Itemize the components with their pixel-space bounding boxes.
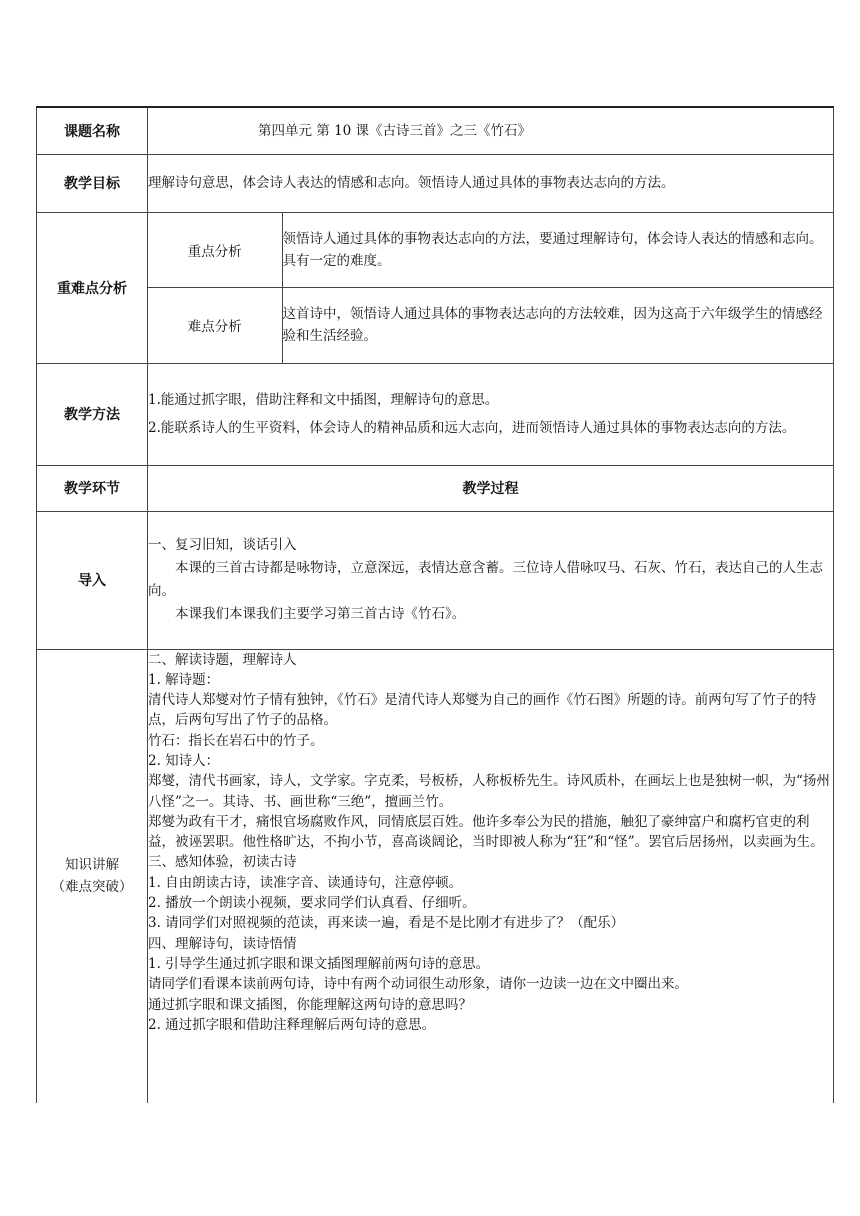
knowledge-line: 郑燮为政有干才，痛恨官场腐败作风，同情底层百姓。他许多奉公为民的措施，触犯了豪绅富户和腐朽官吏的利益，被诬罢职。他性格旷达，不拘小节，喜高谈阔论，当时即被人称为“狂”和“怪”。罢官后居扬州，以卖画为生。 [148, 813, 824, 851]
difficult-point-text: 这首诗中，领悟诗人通过具体的事物表达志向的方法较难，因为这高于六年级学生的情感经验和生活经验。 [282, 288, 833, 363]
key-difficult-cell [148, 212, 834, 363]
knowledge-label-line1: 知识讲解 [65, 857, 119, 874]
method-item: 1.能通过抓字眼，借助注释和文中插图，理解诗句的意思。 [148, 392, 499, 408]
knowledge-line: 通过抓字眼和课文插图，你能理解这两句诗的意思吗？ [148, 996, 472, 1013]
knowledge-line: 二、解读诗题，理解诗人 [148, 651, 297, 668]
lesson-plan-table [36, 106, 834, 1103]
course-name-value: 第四单元 第 10 课《古诗三首》之三《竹石》 [148, 107, 834, 154]
intro-heading: 一、复习旧知，谈话引入 [148, 537, 297, 553]
knowledge-line: 四、理解诗句，读诗悟情 [148, 935, 297, 952]
knowledge-line: 2. 播放一个朗读小视频，要求同学们认真看、仔细听。 [148, 895, 476, 912]
knowledge-label-line2: （难点突破） [51, 879, 133, 896]
intro-content [148, 511, 834, 649]
key-point-text: 领悟诗人通过具体的事物表达志向的方法，要通过理解诗句，体会诗人表达的情感和志向。具有一定的难度。 [282, 230, 823, 269]
knowledge-line: 请同学们看课本读前两句诗，诗中有两个动词很生动形象，请你一边读一边在文中圈出来。 [148, 976, 688, 993]
process-header: 教学过程 [148, 465, 834, 511]
key-point-row [148, 213, 833, 288]
knowledge-line: 3. 请同学们对照视频的范读，再来读一遍，看是不是比刚才有进步了？（配乐） [148, 915, 625, 932]
knowledge-line: 竹石：指长在岩石中的竹子。 [148, 732, 324, 749]
row-intro [37, 511, 834, 649]
row-process-header [37, 465, 834, 511]
row-key-difficult [37, 212, 834, 363]
course-name-label: 课题名称 [37, 107, 148, 154]
row-methods [37, 363, 834, 465]
key-point-label: 重点分析 [148, 213, 282, 288]
knowledge-line: 郑燮，清代书画家，诗人，文学家。字克柔，号板桥，人称板桥先生。诗风质朴，在画坛上也是独树一帜，为“扬州八怪”之一。其诗、书、画世称“三绝”，擅画兰竹。 [148, 773, 830, 810]
knowledge-line: 1. 解诗题： [148, 671, 220, 688]
methods-list [148, 363, 834, 465]
intro-label: 导入 [37, 511, 148, 649]
methods-label: 教学方法 [37, 363, 148, 465]
knowledge-line: 三、感知体验，初读古诗 [148, 854, 297, 871]
stage-header: 教学环节 [37, 465, 148, 511]
knowledge-line: 清代诗人郑燮对竹子情有独钟，《竹石》是清代诗人郑燮为自己的画作《竹石图》所题的诗。前两句写了竹子的特点，后两句写出了竹子的品格。 [148, 692, 817, 729]
intro-paragraph: 本课的三首古诗都是咏物诗，立意深远，表情达意含蓄。三位诗人借咏叹马、石灰、竹石，表达自己的人生志向。 [148, 560, 823, 599]
row-knowledge [37, 649, 834, 1103]
knowledge-line: 1. 自由朗读古诗，读准字音、读通诗句，注意停顿。 [148, 874, 463, 891]
knowledge-line: 2. 通过抓字眼和借助注释理解后两句诗的意思。 [148, 1016, 436, 1033]
method-item: 2.能联系诗人的生平资料，体会诗人的精神品质和远大志向，进而领悟诗人通过具体的事物表达志向的方法。 [148, 420, 796, 436]
key-difficult-label: 重难点分析 [37, 212, 148, 363]
row-course-name [37, 107, 834, 154]
knowledge-line: 1. 引导学生通过抓字眼和课文插图理解前两句诗的意思。 [148, 955, 490, 972]
objective-label: 教学目标 [37, 154, 148, 212]
key-difficult-subtable [148, 213, 833, 363]
difficult-point-row [148, 288, 833, 363]
knowledge-line: 2. 知诗人： [148, 752, 220, 769]
knowledge-content [148, 649, 834, 1103]
knowledge-label [37, 649, 148, 1103]
row-objective [37, 154, 834, 212]
intro-paragraph: 本课我们本课我们主要学习第三首古诗《竹石》。 [175, 606, 466, 622]
objective-value: 理解诗句意思，体会诗人表达的情感和志向。领悟诗人通过具体的事物表达志向的方法。 [148, 154, 834, 212]
difficult-point-label: 难点分析 [148, 288, 282, 363]
